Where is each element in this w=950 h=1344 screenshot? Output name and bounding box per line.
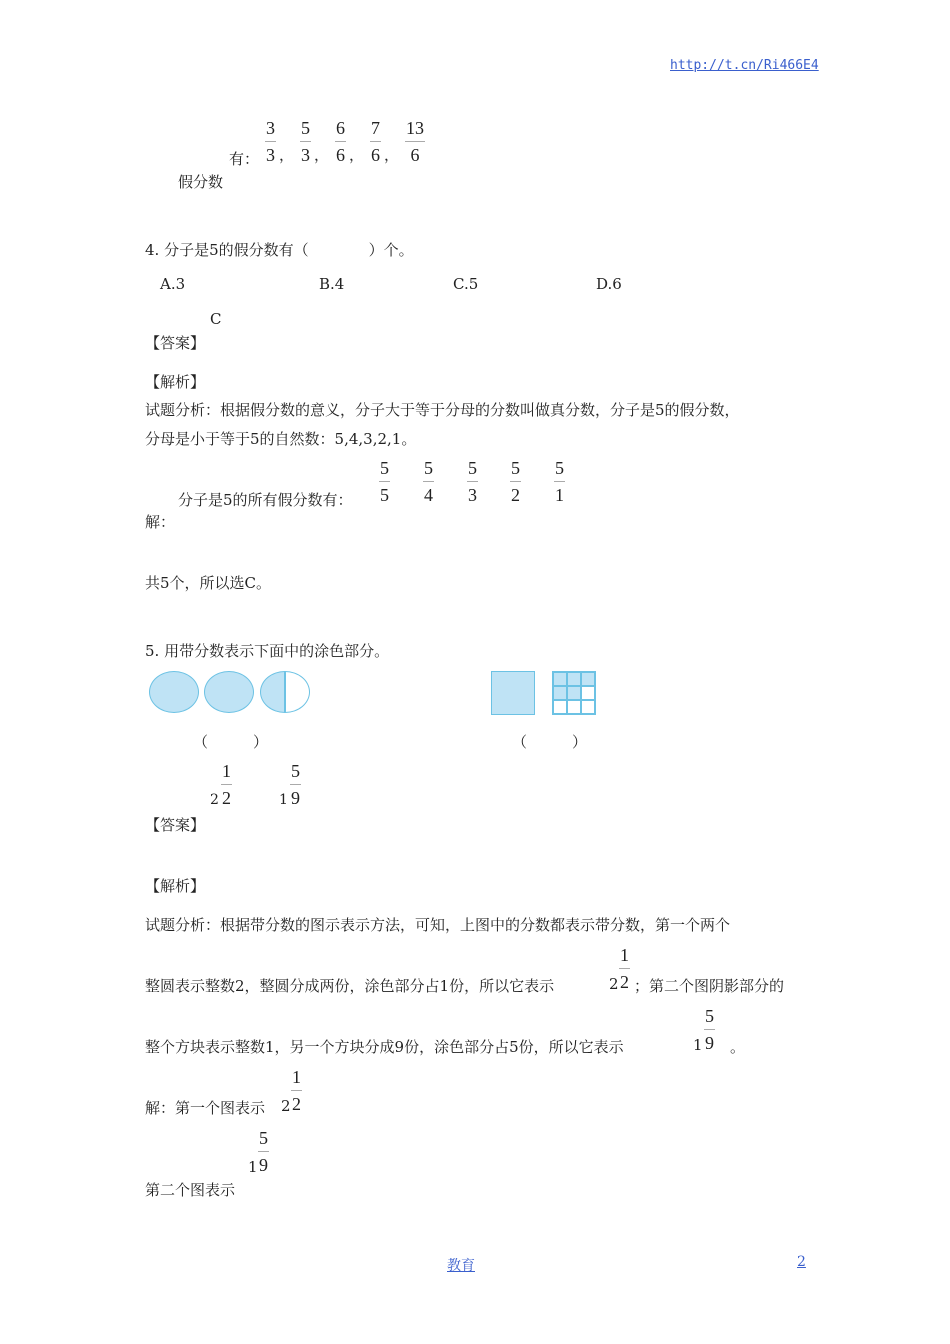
denominator: 9 <box>291 788 300 808</box>
denominator: 3 <box>468 485 477 505</box>
ans2-fraction <box>290 761 301 808</box>
denominator: 4 <box>424 485 433 505</box>
numerator: 5 <box>510 458 521 482</box>
blank-1: （ ） <box>193 733 269 751</box>
ninths-grid <box>552 671 596 715</box>
numerator: 5 <box>258 1128 269 1152</box>
empty-cell <box>553 700 567 714</box>
header-link[interactable]: http://t.cn/Ri466E4 <box>670 58 819 73</box>
denominator: 3 <box>301 145 310 165</box>
denominator: 1 <box>555 485 564 505</box>
numerator: 13 <box>405 118 425 142</box>
empty-cell <box>581 700 595 714</box>
shaded-cell <box>553 672 567 686</box>
q4-analysis-label: 【解析】 <box>145 373 206 391</box>
numerator: 1 <box>619 945 630 969</box>
fraction <box>300 118 311 165</box>
ans1-fraction <box>221 761 232 808</box>
numerator: 5 <box>379 458 390 482</box>
fraction <box>467 458 478 505</box>
denominator: 2 <box>222 788 231 808</box>
denominator: 3 <box>266 145 275 165</box>
sol2-fraction <box>258 1128 269 1175</box>
denominator: 6 <box>371 145 380 165</box>
page-number: 2 <box>797 1254 806 1270</box>
shaded-cell <box>581 672 595 686</box>
q5-analysis-label: 【解析】 <box>145 877 206 895</box>
blank-2: （ ） <box>512 733 588 751</box>
comma: ， <box>349 146 365 164</box>
q5-line-1: 试题分析：根据带分数的图示表示方法，可知，上图中的分数都表示带分数，第一个两个 <box>145 916 731 934</box>
denominator: 2 <box>292 1094 301 1114</box>
q5-line-2b: ；第二个图阴影部分的 <box>634 977 785 995</box>
q4-answer-value: C <box>210 310 222 328</box>
q4-question: 4. 分子是5的假分数有（ ）个。 <box>145 241 414 259</box>
comma: ， <box>314 146 330 164</box>
numerator: 5 <box>290 761 301 785</box>
q4-solution-label: 解： <box>145 513 176 531</box>
denominator: 6 <box>410 145 420 165</box>
sol1-fraction <box>291 1067 302 1114</box>
footer-link[interactable]: 教育 <box>447 1258 475 1274</box>
ans2-whole: 1 <box>279 792 288 808</box>
ans1-whole: 2 <box>210 792 219 808</box>
numerator: 5 <box>554 458 565 482</box>
q4-answer-label: 【答案】 <box>145 334 206 352</box>
label-you: 有： <box>229 150 260 168</box>
denominator: 2 <box>511 485 520 505</box>
q5-answer-label: 【答案】 <box>145 816 206 834</box>
option-b[interactable]: B.4 <box>319 275 345 293</box>
option-c[interactable]: C.5 <box>453 275 479 293</box>
fraction <box>370 118 381 165</box>
option-d[interactable]: D.6 <box>596 275 622 293</box>
q5-line-2a: 整圆表示整数2，整圆分成两份，涂色部分占1份，所以它表示 <box>145 977 555 995</box>
q5-question: 5. 用带分数表示下面中的涂色部分。 <box>145 642 390 660</box>
line2-whole: 2 <box>609 975 619 993</box>
sol1-whole: 2 <box>281 1097 291 1115</box>
q5-solution-2: 第二个图表示 <box>145 1181 236 1199</box>
q5-solution-1: 解：第一个图表示 <box>145 1099 266 1117</box>
q5-line-3b: 。 <box>730 1038 746 1056</box>
shaded-cell <box>567 686 581 700</box>
half-circle <box>260 671 310 713</box>
q5-line-3a: 整个方块表示整数1，另一个方块分成9份，涂色部分占5份，所以它表示 <box>145 1038 624 1056</box>
fraction <box>423 458 434 505</box>
numerator: 1 <box>221 761 232 785</box>
empty-cell <box>567 700 581 714</box>
label-improper: 假分数 <box>178 173 224 191</box>
line2-fraction <box>619 945 630 992</box>
numerator: 1 <box>291 1067 302 1091</box>
comma: ， <box>384 146 400 164</box>
fraction <box>554 458 565 505</box>
numerator: 6 <box>335 118 346 142</box>
fraction <box>379 458 390 505</box>
whole-circle-1 <box>149 671 199 713</box>
q4-conclusion: 共5个，所以选C。 <box>145 574 272 592</box>
whole-square <box>491 671 535 715</box>
option-a[interactable]: A.3 <box>160 275 186 293</box>
whole-circle-2 <box>204 671 254 713</box>
q4-analysis-2: 分母是小于等于5的自然数：5,4,3,2,1。 <box>145 430 417 448</box>
empty-cell <box>581 686 595 700</box>
fraction <box>265 118 276 165</box>
numerator: 3 <box>265 118 276 142</box>
numerator: 7 <box>370 118 381 142</box>
numerator: 5 <box>300 118 311 142</box>
shaded-cell <box>553 686 567 700</box>
comma: ， <box>279 146 295 164</box>
sol2-whole: 1 <box>248 1158 258 1176</box>
numerator: 5 <box>467 458 478 482</box>
fraction <box>510 458 521 505</box>
denominator: 9 <box>259 1155 268 1175</box>
q4-solution-text: 分子是5的所有假分数有： <box>178 491 353 509</box>
denominator: 2 <box>620 972 629 992</box>
line3-whole: 1 <box>693 1036 703 1054</box>
denominator: 9 <box>705 1033 714 1053</box>
numerator: 5 <box>423 458 434 482</box>
numerator: 5 <box>704 1006 715 1030</box>
denominator: 6 <box>336 145 345 165</box>
fraction <box>335 118 346 165</box>
q4-analysis-1: 试题分析：根据假分数的意义，分子大于等于分母的分数叫做真分数，分子是5的假分数， <box>145 401 740 419</box>
fraction <box>405 118 425 165</box>
line3-fraction <box>704 1006 715 1053</box>
denominator: 5 <box>380 485 389 505</box>
shaded-cell <box>567 672 581 686</box>
